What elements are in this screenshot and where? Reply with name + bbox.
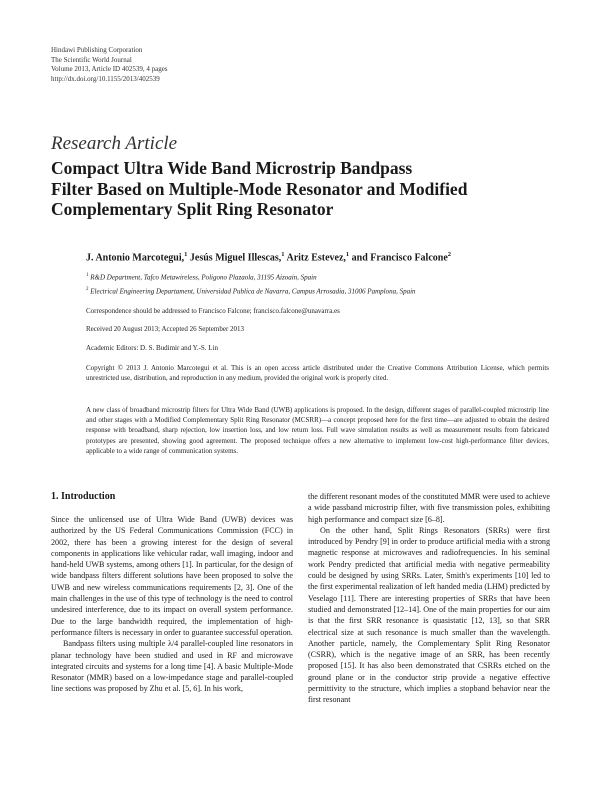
affiliation: [86, 287, 416, 295]
doi-link[interactable]: http://dx.doi.org/10.1155/2013/402539: [51, 74, 160, 83]
author-affil-mark: 1: [281, 251, 285, 258]
affiliation-text: R&D Department, Tafco Metawireless, Poligono Plazaola, 31195 Aizoain, Spain: [88, 273, 317, 282]
article-type: Research Article: [51, 133, 178, 154]
affiliation-mark: 2: [86, 287, 89, 292]
author-affil-mark: 1: [184, 251, 188, 258]
paragraph: Since the unlicensed use of Ultra Wide Band (UWB) devices was authorized by the US Federal Communications Commission (FCC) in 2002, there has been a growing interest for the design of several components in applications like vehicular radar, wall imaging, indoor and hand-held UWB systems, among others [1]. In particular, for the design of wide bandpass filters different solutions have been proposed to solve the UWB and new wireless communications requirements [2, 3]. One of the main challenges in the use of this type of technology is the need to control undesired interference, due to its impact on overall system performance. Due to the large bandwidth required, the implementation of high-performance filters is necessary in order to guarantee successful operation.: [51, 515, 293, 637]
academic-editors: Academic Editors: D. S. Budimir and Y.-S. Lin: [86, 344, 219, 352]
received-dates: Received 20 August 2013; Accepted 26 September 2013: [86, 325, 245, 333]
author-name: and Francisco Falcone: [349, 252, 448, 264]
journal-name: The Scientific World Journal: [51, 55, 132, 64]
copyright-notice: Copyright © 2013 J. Antonio Marcotegui et al. This is an open access article distributed under the Creative Commons Attribution License, which permits unrestricted use, distribution, and reproduction in any medium, provided the original work is properly cited.: [86, 364, 549, 383]
paragraph: the different resonant modes of the constituted MMR were used to achieve a wide passband microstrip filter, with five transmission poles, exhibiting high performance and compact size [6–8].: [308, 492, 550, 524]
section-heading: 1. Introduction: [51, 491, 116, 502]
affiliation-text: Electrical Engineering Departament, Universidad Publica de Navarra, Campus Arrosadia, 31006 Pamplona, Spain: [88, 287, 416, 296]
left-column: [51, 491, 293, 695]
journal-header: [51, 46, 168, 84]
author-affil-mark: 2: [447, 251, 452, 258]
publisher: Hindawi Publishing Corporation: [51, 46, 143, 54]
article-title: [51, 158, 551, 220]
author-list: [86, 251, 451, 263]
title-line: Filter Based on Multiple-Mode Resonator and Modified: [51, 178, 468, 199]
volume-info: Volume 2013, Article ID 402539, 4 pages: [51, 65, 168, 73]
correspondence: Correspondence should be addressed to Francisco Falcone; francisco.falcone@unavarra.es: [86, 307, 340, 315]
paragraph: On the other hand, Split Rings Resonators (SRRs) were first introduced by Pendry [9] in order to produce artificial media with a strong magnetic response at microwaves and radiofrequencies. In his seminal work Pendry predicted that artificial media with negative permeability could be designed by using SRRs. Later, Smith's experiments [10] led to the first experimental realization of left handed media (LHM) predicted by Veselago [11]. There are interesting properties of SRRs that have been studied and demonstrated [12–14]. One of the main properties for our aim is that the first SRR resonance is quasistatic [12, 13], so that SRR electrical size at such resonance is much smaller than the wavelength. Another particle, namely, the Complementary Split Ring Resonator (CSRR), which is the negative image of an SRR, has been recently proposed [15]. It has also been demonstrated that CSRRs etched on the ground plane or in the conductor strip provide a negative effective permittivity to the structure, which implies a stopband behavior near the first resonant: [308, 525, 550, 705]
right-column: [308, 491, 550, 706]
author-name: Aritz Estevez,: [284, 252, 346, 264]
author-name: J. Antonio Marcotegui,: [86, 252, 185, 264]
author-name: Jesús Miguel Illescas,: [187, 252, 282, 264]
affiliation: [86, 273, 317, 281]
abstract: A new class of broadband microstrip filters for Ultra Wide Band (UWB) applications is proposed. In the design, different stages of parallel-coupled microstrip line and other stages with a Modified Complementary Split Ring Resonator (MCSRR)—a concept proposed here for the first time—are adjusted to obtain the desired response with broadband, sharp rejection, low insertion loss, and low return loss. Full wave simulation results as well as measurement results from fabricated prototypes are presented, showing good agreement. The proposed technique offers a new alternative to implement low-cost high-performance filter devices, applicable to a wide range of communication systems.: [86, 406, 549, 455]
affiliation-mark: 1: [86, 273, 89, 278]
paragraph: Bandpass filters using multiple λ/4 parallel-coupled line resonators in planar technology have been studied and used in RF and microwave integrated circuits and systems for a long time [4]. A basic Multiple-Mode Resonator (MMR) based on a low-impedance stage and parallel-coupled line sections was proposed by Zhu et al. [5, 6]. In his work,: [51, 639, 293, 694]
author-affil-mark: 1: [345, 251, 350, 258]
title-line: Compact Ultra Wide Band Microstrip Bandpass: [51, 158, 413, 178]
title-line: Complementary Split Ring Resonator: [51, 199, 334, 219]
